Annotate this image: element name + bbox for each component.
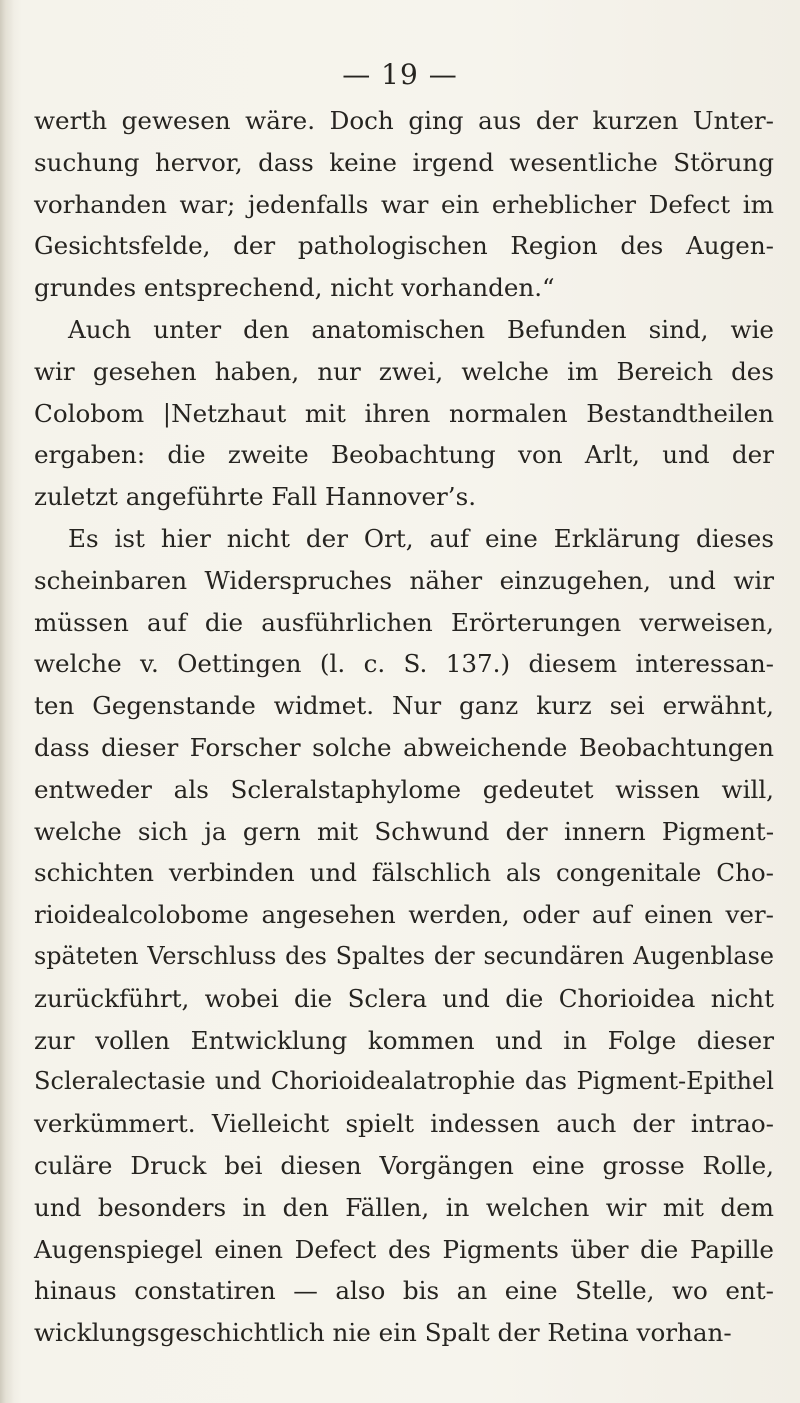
text-line: wir gesehen haben, nur zwei, welche im Bereich des xyxy=(34,356,774,386)
text-line: Augenspiegel einen Defect des Pigments über die Papille xyxy=(34,1234,774,1264)
text-line: und besonders in den Fällen, in welchen wir mit dem xyxy=(34,1192,774,1222)
text-line: zuletzt angeführte Fall Hannover’s. xyxy=(34,482,477,512)
text-line: wicklungsgeschichtlich nie ein Spalt der Retina vorhan- xyxy=(34,1318,732,1348)
page-gutter-shadow xyxy=(0,0,14,1403)
text-line: schichten verbinden und fälschlich als congenitale Cho- xyxy=(34,858,774,888)
text-line: ten Gegenstande widmet. Nur ganz kurz sei erwähnt, xyxy=(34,691,774,721)
text-line: Scleralectasie und Chorioidealatrophie das Pigment-Epithel xyxy=(34,1067,774,1096)
text-line: zur vollen Entwicklung kommen und in Folge dieser xyxy=(34,1025,774,1055)
text-line: späteten Verschluss des Spaltes der secundären Augenblase xyxy=(34,941,774,970)
text-line: grundes entsprechend, nicht vorhanden.“ xyxy=(34,273,555,303)
text-line: welche v. Oettingen (l. c. S. 137.) diesem interessan- xyxy=(34,649,774,679)
text-line: welche sich ja gern mit Schwund der innern Pigment- xyxy=(34,816,774,846)
text-line: scheinbaren Widerspruches näher einzugehen, und wir xyxy=(34,565,774,595)
text-line: Es ist hier nicht der Ort, auf eine Erklärung dieses xyxy=(68,523,774,553)
text-line: culäre Druck bei diesen Vorgängen eine grosse Rolle, xyxy=(34,1150,774,1180)
text-line: Colobom |Netzhaut mit ihren normalen Bestandtheilen xyxy=(34,398,774,428)
text-line: rioidealcolobome angesehen werden, oder auf einen ver- xyxy=(34,900,774,930)
text-line: suchung hervor, dass keine irgend wesentliche Störung xyxy=(34,147,774,177)
text-line: zurückführt, wobei die Sclera und die Chorioidea nicht xyxy=(34,983,774,1013)
text-line: ergaben: die zweite Beobachtung von Arlt, und der xyxy=(34,440,774,470)
text-line: müssen auf die ausführlichen Erörterungen verweisen, xyxy=(34,607,774,637)
text-line: hinaus constatiren — also bis an eine Stelle, wo ent- xyxy=(34,1276,774,1306)
text-line: Gesichtsfelde, der pathologischen Region des Augen- xyxy=(34,231,774,261)
text-line: verkümmert. Vielleicht spielt indessen auch der intrao- xyxy=(34,1109,774,1139)
text-line: werth gewesen wäre. Doch ging aus der kurzen Unter- xyxy=(34,106,774,135)
text-line: entweder als Scleralstaphylome gedeutet wissen will, xyxy=(34,774,774,804)
page-number: — 19 — xyxy=(342,58,458,91)
text-line: dass dieser Forscher solche abweichende Beobachtungen xyxy=(34,732,774,762)
body-text xyxy=(34,100,774,1354)
text-line: vorhanden war; jedenfalls war ein erheblicher Defect im xyxy=(34,189,774,219)
text-line: Auch unter den anatomischen Befunden sind, wie xyxy=(68,314,774,344)
